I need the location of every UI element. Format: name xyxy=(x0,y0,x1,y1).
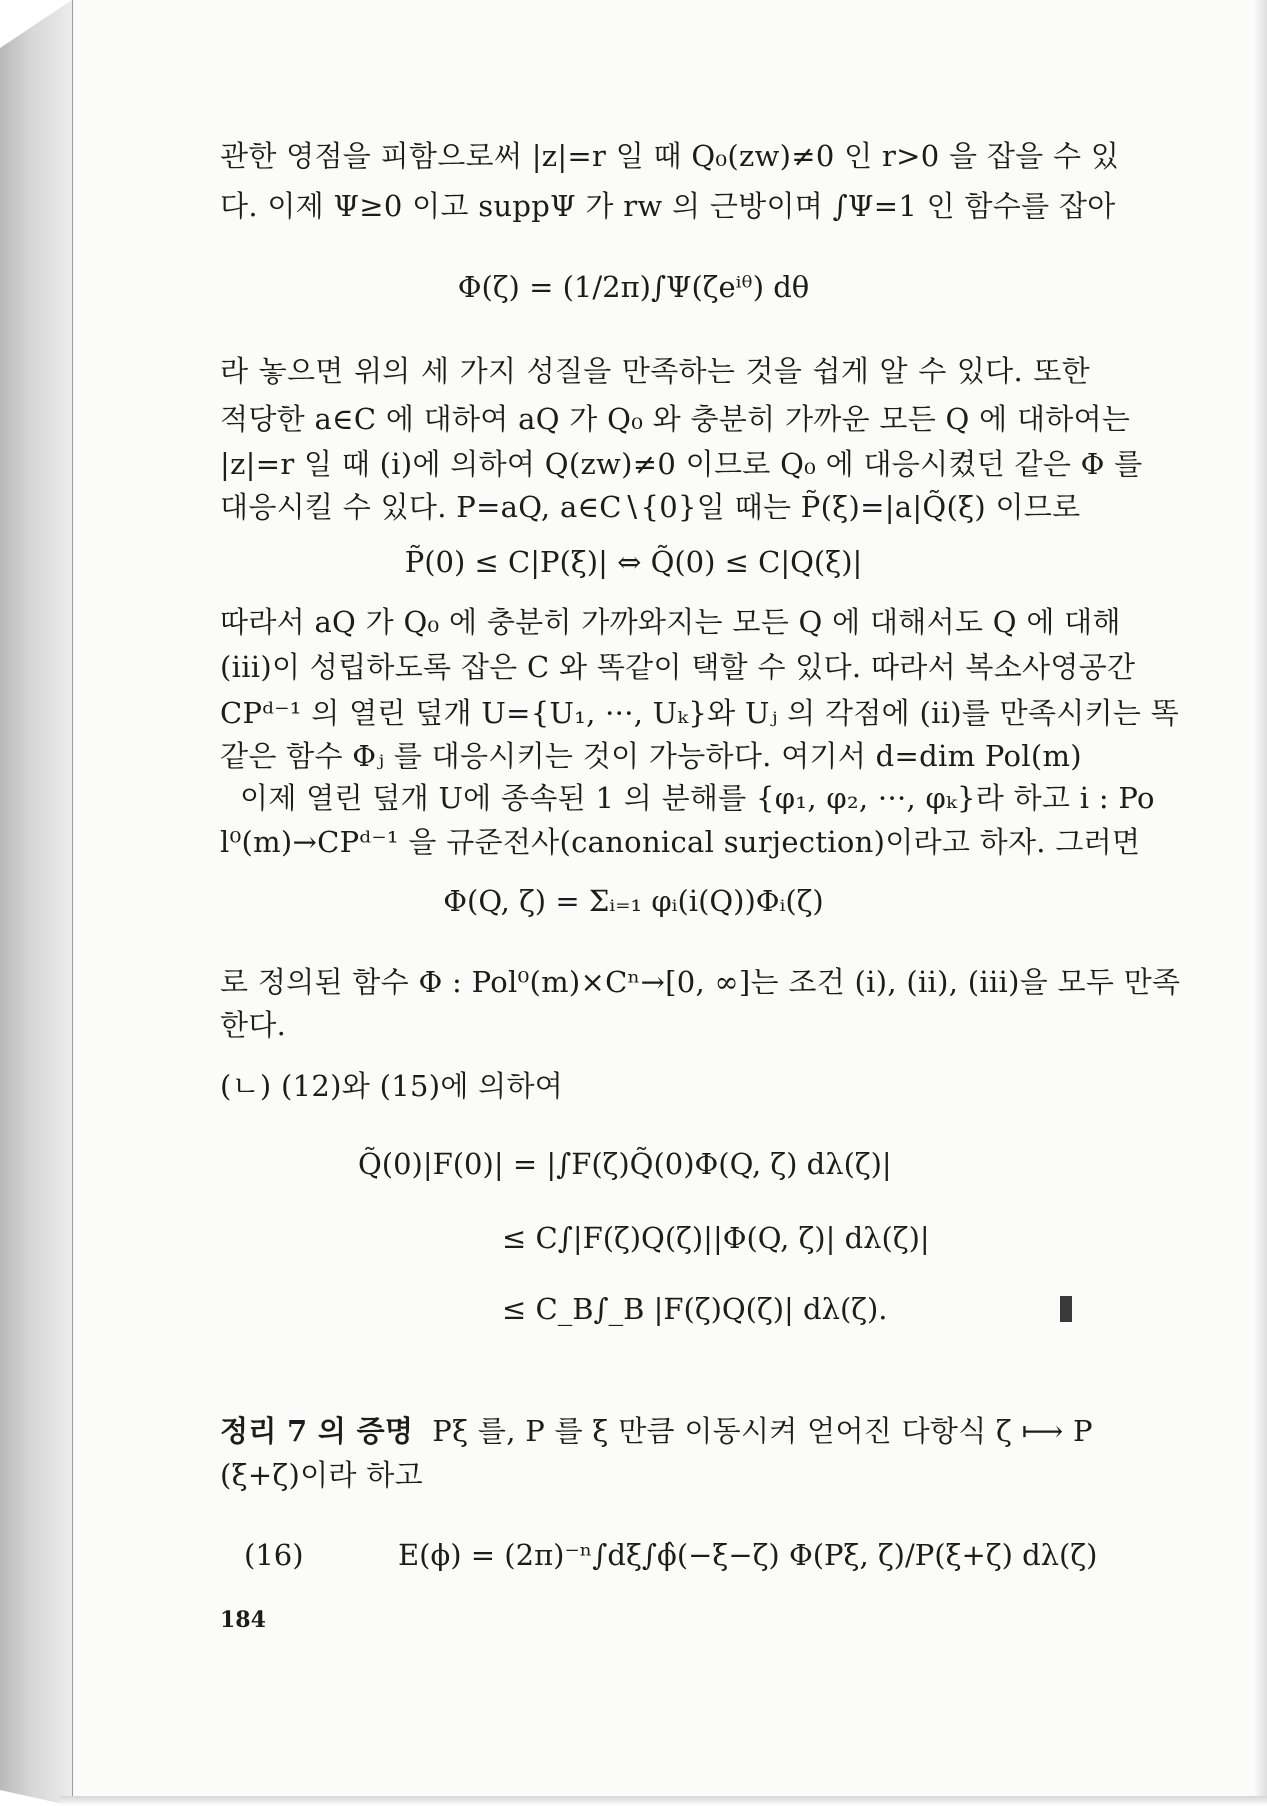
equation: Φ(ζ) = (1/2π)∫Ψ(ζeⁱᶿ) dθ xyxy=(457,270,810,304)
equation: Φ(Q, ζ) = Σᵢ₌₁ φᵢ(i(Q))Φᵢ(ζ) xyxy=(443,884,824,918)
text-line: 같은 함수 Φⱼ 를 대응시키는 것이 가능하다. 여기서 d=dim Pol(m) xyxy=(220,739,1082,773)
text-line: 한다. xyxy=(220,1008,287,1042)
theorem-text: Pξ 를, P 를 ξ 만큼 이동시켜 얻어진 다항식 ζ ⟼ P xyxy=(432,1414,1093,1448)
text-line: (iii)이 성립하도록 잡은 C 와 똑같이 택할 수 있다. 따라서 복소사영공간 xyxy=(220,650,1136,684)
text-line xyxy=(220,1412,1093,1450)
equation: ≤ C_B∫_B |F(ζ)Q(ζ)| dλ(ζ). xyxy=(502,1292,888,1326)
text-line: 대응시킬 수 있다. P=aQ, a∈C∖{0}일 때는 P̃(ξ)=|a|Q̃(ξ) 이므로 xyxy=(220,490,1081,524)
page-number: 184 xyxy=(220,1607,266,1633)
text-line: (ξ+ζ)이라 하고 xyxy=(220,1458,423,1492)
text-line: 다. 이제 Ψ≥0 이고 suppΨ 가 rw 의 근방이며 ∫Ψ=1 인 함수를 잡아 xyxy=(220,189,1116,223)
page-shadow xyxy=(60,1796,1267,1806)
text-line: 로 정의된 함수 Φ : Pol⁰(m)×Cⁿ→[0, ∞]는 조건 (i), (ii), (iii)을 모두 만족 xyxy=(220,965,1181,999)
text-line: 따라서 aQ 가 Q₀ 에 충분히 가까와지는 모든 Q 에 대해서도 Q 에 대해 xyxy=(220,605,1121,639)
equation: P̃(0) ≤ C|P(ξ)| ⇔ Q̃(0) ≤ C|Q(ξ)| xyxy=(404,545,863,579)
equation: ≤ C∫|F(ζ)Q(ζ)||Φ(Q, ζ)| dλ(ζ)| xyxy=(502,1221,930,1255)
text-line: 이제 열린 덮개 U에 종속된 1 의 분해를 {φ₁, φ₂, ···, φₖ}라 하고 i : Po xyxy=(240,781,1155,815)
equation-number: (16) xyxy=(244,1538,304,1572)
text-line: l⁰(m)→CPᵈ⁻¹ 을 규준전사(canonical surjection)이라고 하자. 그러면 xyxy=(220,825,1141,859)
theorem-heading: 정리 7 의 증명 xyxy=(220,1414,414,1448)
qed-mark xyxy=(1060,1296,1072,1322)
text-line: (ㄴ) (12)와 (15)에 의하여 xyxy=(220,1069,564,1103)
text-line: CPᵈ⁻¹ 의 열린 덮개 U={U₁, ···, Uₖ}와 Uⱼ 의 각점에 (ii)를 만족시키는 똑 xyxy=(220,696,1180,730)
equation: Q̃(0)|F(0)| = |∫F(ζ)Q̃(0)Φ(Q, ζ) dλ(ζ)| xyxy=(358,1147,892,1181)
text-line: 관한 영점을 피함으로써 |z|=r 일 때 Q₀(zw)≠0 인 r>0 을 잡을 수 있 xyxy=(220,139,1120,173)
equation: E(ϕ) = (2π)⁻ⁿ∫dξ∫ϕ̂(−ξ−ζ) Φ(Pξ, ζ)/P(ξ+ζ) dλ(ζ) xyxy=(398,1538,1098,1572)
text-line: |z|=r 일 때 (i)에 의하여 Q(zw)≠0 이므로 Q₀ 에 대응시켰던 같은 Φ 를 xyxy=(220,447,1143,481)
text-line: 적당한 a∈C 에 대하여 aQ 가 Q₀ 와 충분히 가까운 모든 Q 에 대하여는 xyxy=(220,402,1131,436)
text-line: 라 놓으면 위의 세 가지 성질을 만족하는 것을 쉽게 알 수 있다. 또한 xyxy=(220,354,1090,388)
